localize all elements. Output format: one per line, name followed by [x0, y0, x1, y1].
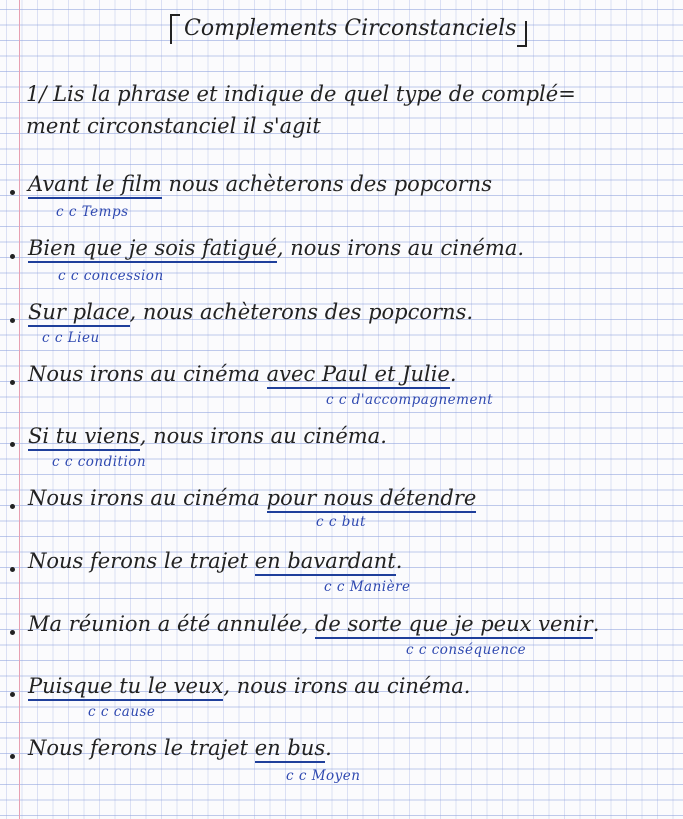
sentence-text: , nous irons au cinéma.	[276, 236, 525, 260]
exercise-sentence	[28, 424, 387, 448]
underlined-complement: Puisque tu le veux	[28, 674, 224, 698]
complement-type-annotation: c c d'accompagnement	[326, 392, 494, 408]
instruction-line-2: ment circonstanciel il s'agit	[26, 114, 321, 138]
bullet-point	[10, 754, 15, 759]
underlined-complement: en bavardant	[254, 549, 396, 573]
underlined-complement: Sur place	[28, 300, 130, 324]
exercise-sentence	[28, 236, 524, 260]
sentence-text: Nous irons au cinéma	[28, 486, 267, 510]
underlined-complement: Si tu viens	[28, 424, 140, 448]
complement-type-annotation: c c conséquence	[406, 642, 527, 658]
complement-type-annotation: c c Manière	[324, 579, 411, 595]
bullet-point	[10, 190, 15, 195]
instruction-line-1: 1/ Lis la phrase et indique de quel type de complé=	[26, 82, 576, 106]
sentence-text: Ma réunion a été annulée,	[28, 612, 315, 636]
sentence-text: Nous ferons le trajet	[28, 736, 255, 760]
sentence-text: Nous ferons le trajet	[28, 549, 255, 573]
bullet-point	[10, 254, 15, 259]
bullet-point	[10, 567, 15, 572]
complement-type-annotation: c c Temps	[56, 204, 129, 220]
exercise-sentence	[28, 549, 402, 573]
underlined-complement: de sorte que je peux venir	[314, 612, 593, 636]
exercise-sentence	[28, 362, 457, 386]
complement-type-annotation: c c but	[316, 514, 366, 530]
underlined-complement: pour nous détendre	[266, 486, 477, 510]
complement-type-annotation: c c Lieu	[42, 330, 100, 346]
underlined-complement: Bien que je sois fatigué	[28, 236, 277, 260]
bullet-point	[10, 318, 15, 323]
bullet-point	[10, 442, 15, 447]
underlined-complement: en bus	[254, 736, 326, 760]
exercise-sentence	[28, 486, 476, 510]
sentence-text: , nous irons au cinéma.	[223, 674, 471, 698]
sentence-text: .	[449, 362, 457, 386]
bullet-point	[10, 380, 15, 385]
bullet-point	[10, 504, 15, 509]
underlined-complement: Avant le film	[28, 172, 162, 196]
sentence-text: .	[395, 549, 403, 573]
sentence-text: .	[325, 736, 332, 760]
complement-type-annotation: c c concession	[58, 268, 164, 284]
sentence-text: .	[592, 612, 600, 636]
underlined-complement: avec Paul et Julie	[266, 362, 450, 386]
complement-type-annotation: c c condition	[52, 454, 147, 470]
exercise-sentence	[28, 612, 599, 636]
page-title: Complements Circonstanciels	[168, 12, 527, 43]
exercise-sentence	[28, 674, 470, 698]
exercise-sentence	[28, 736, 332, 760]
sentence-text: Nous irons au cinéma	[28, 362, 267, 386]
sentence-text: , nous irons au cinéma.	[139, 424, 387, 448]
sentence-text: , nous achèterons des popcorns.	[129, 300, 474, 324]
exercise-sentence	[28, 300, 473, 324]
bullet-point	[10, 692, 15, 697]
sentence-text: nous achèterons des popcorns	[161, 172, 492, 196]
complement-type-annotation: c c Moyen	[286, 768, 361, 784]
bullet-point	[10, 630, 15, 635]
complement-type-annotation: c c cause	[88, 704, 156, 720]
exercise-sentence	[28, 172, 492, 196]
